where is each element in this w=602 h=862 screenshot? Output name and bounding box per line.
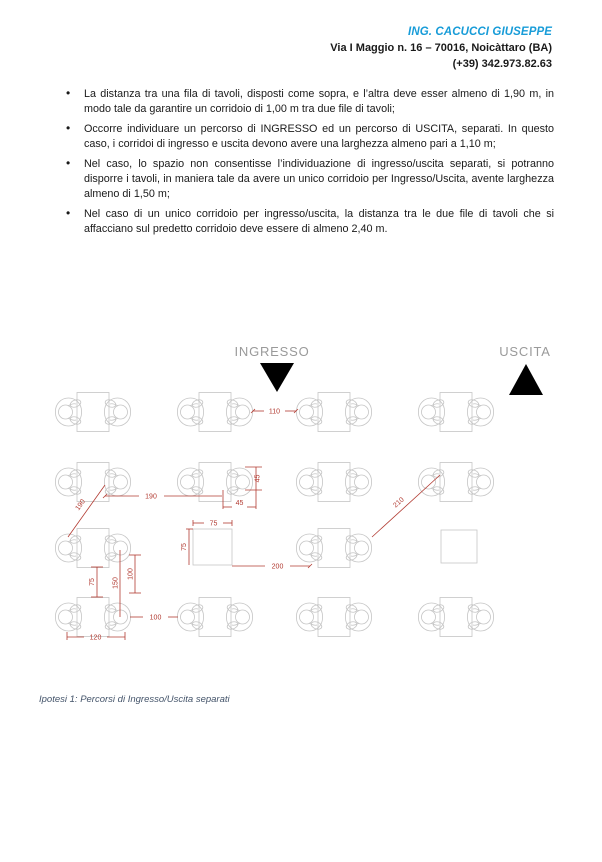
svg-text:200: 200 — [271, 563, 284, 571]
table-group — [419, 393, 494, 432]
empty-table — [193, 529, 232, 565]
svg-text:75: 75 — [181, 543, 188, 551]
uscita-label: USCITA — [499, 344, 551, 359]
svg-text:190: 190 — [145, 493, 157, 501]
svg-text:45: 45 — [254, 474, 262, 483]
dimension-110 — [251, 409, 298, 416]
ingresso-label: INGRESSO — [234, 344, 310, 359]
table-group — [178, 598, 253, 637]
svg-text:100: 100 — [149, 614, 162, 622]
svg-text:100: 100 — [127, 568, 135, 580]
bullet-row-distance: • La distanza tra una fila di tavoli, disposti come sopra, e l’altra deve esser almeno di 1,90 m, in modo tale da garantire un corridoio di 1,00 m tra due file di tavoli; — [62, 87, 554, 117]
table-group — [297, 529, 372, 568]
ingresso-arrow-icon — [260, 363, 294, 392]
table-group — [56, 598, 131, 637]
table-group — [297, 393, 372, 432]
svg-text:210: 210 — [392, 496, 406, 510]
table-group — [56, 529, 131, 568]
svg-text:120: 120 — [89, 634, 102, 642]
svg-text:75: 75 — [89, 578, 96, 586]
table-group — [56, 393, 131, 432]
empty-table — [441, 530, 477, 563]
dimension-75-left — [181, 529, 193, 565]
figure-caption: Ipotesi 1: Percorsi di Ingresso/Uscita separati — [39, 694, 230, 705]
floor-plan-diagram — [0, 340, 602, 670]
table-group — [178, 393, 253, 432]
svg-text:190: 190 — [74, 498, 87, 512]
address-line: Via I Maggio n. 16 – 70016, Noicàttaro (BA) — [330, 42, 552, 54]
rules-list — [62, 87, 554, 242]
letterhead — [330, 24, 552, 72]
dimension-150 — [113, 550, 121, 617]
dimension-190-horizontal — [103, 494, 222, 501]
dimension-75-mid — [89, 567, 103, 597]
table-group — [419, 463, 494, 502]
dimension-200 — [232, 564, 312, 571]
table-group — [297, 598, 372, 637]
dimension-190-diagonal — [68, 485, 105, 537]
dimension-100-vertical — [128, 555, 142, 593]
svg-text:45: 45 — [235, 500, 244, 507]
uscita-arrow-icon — [509, 364, 543, 395]
svg-text:110: 110 — [268, 408, 281, 416]
phone-line: (+39) 342.973.82.63 — [452, 58, 552, 70]
dimension-100-horizontal — [130, 615, 178, 622]
table-group — [419, 598, 494, 637]
svg-text:75: 75 — [209, 520, 218, 528]
bullet-single-corridor: • Nel caso, lo spazio non consentisse l’individuazione di ingresso/uscita separati, si potranno disporre i tavoli, in maniera tale da avere un unico corridoio per Ingresso/Uscita, avente larghezza almeno di 1,50 m; — [62, 157, 554, 202]
dimension-120 — [67, 632, 125, 642]
dimension-210-diagonal — [372, 475, 440, 537]
table-group — [297, 463, 372, 502]
dimension-75-top — [193, 520, 232, 528]
bullet-corridor-distance: • Nel caso di un unico corridoio per ingresso/uscita, la distanza tra le due file di tavoli che si affacciano sul predetto corridoio deve essere di almeno 2,40 m. — [62, 207, 554, 237]
engineer-name: ING. CACUCCI GIUSEPPE — [408, 26, 552, 38]
svg-text:150: 150 — [112, 577, 120, 589]
bullet-separate-paths: • Occorre individuare un percorso di INGRESSO ed un percorso di USCITA, separati. In questo caso, i corridoi di ingresso e uscita devono avere una larghezza almeno pari a 1,10 m; — [62, 122, 554, 152]
